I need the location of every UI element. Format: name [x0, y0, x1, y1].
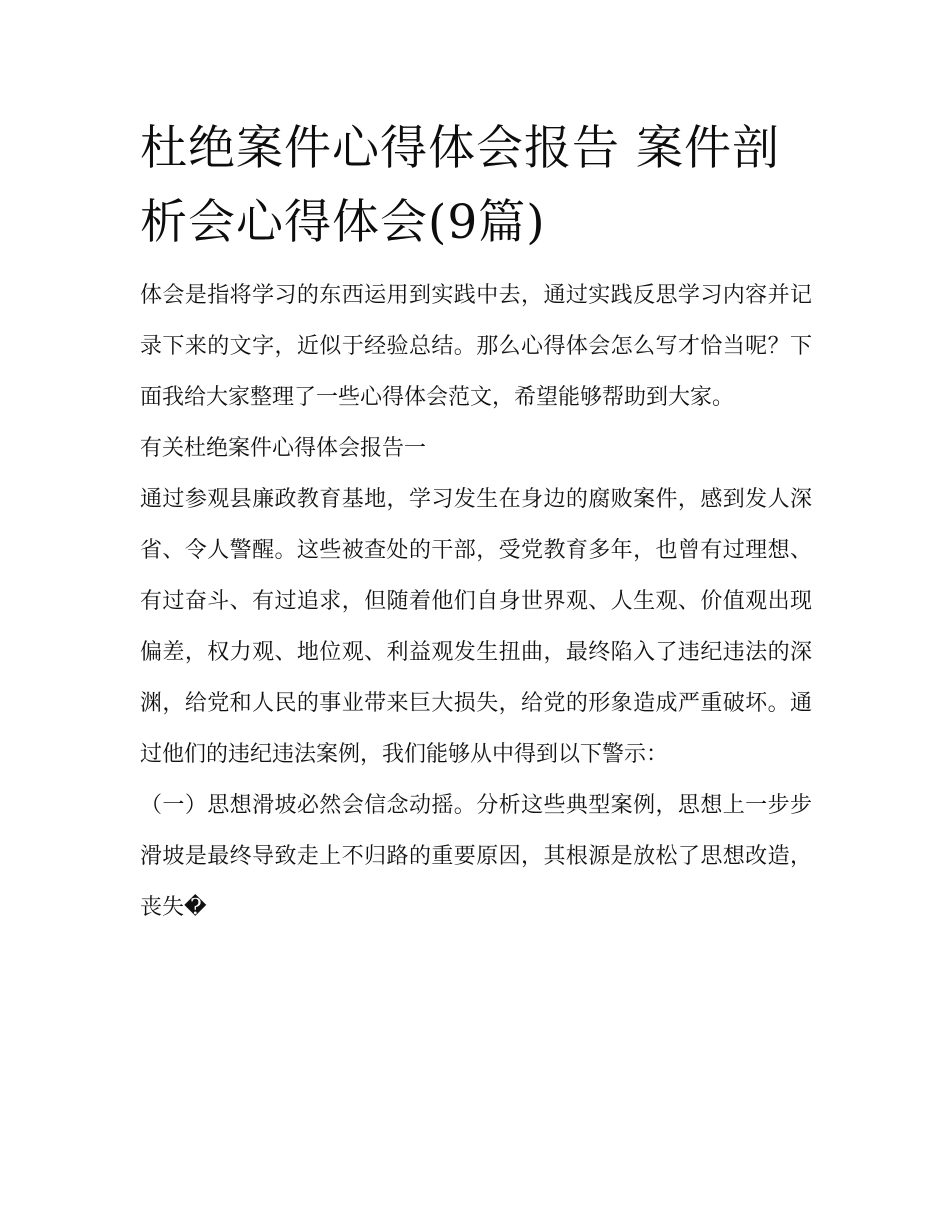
- intro-paragraph: 体会是指将学习的东西运用到实践中去，通过实践反思学习内容并记录下来的文字，近似于经验总结。那么心得体会怎么写才恰当呢？下面我给大家整理了一些心得体会范文，希望能够帮助到大家。: [140, 283, 812, 410]
- document-body: [140, 270, 812, 933]
- document-content: [140, 112, 812, 933]
- section-heading: 有关杜绝案件心得体会报告一: [140, 436, 427, 461]
- body-paragraph-2: （一）思想滑坡必然会信念动摇。分析这些典型案例，思想上一步步滑坡是最终导致走上不归路的重要原因，其根源是放松了思想改造，丧失�: [140, 793, 812, 920]
- body-paragraph-1: 通过参观县廉政教育基地，学习发生在身边的腐败案件，感到发人深省、令人警醒。这些被查处的干部，受党教育多年，也曾有过理想、有过奋斗、有过追求，但随着他们自身世界观、人生观、价值观出现偏差，权力观、地位观、利益观发生扭曲，最终陷入了违纪违法的深渊，给党和人民的事业带来巨大损失，给党的形象造成严重破坏。通过他们的违纪违法案例，我们能够从中得到以下警示：: [140, 487, 812, 767]
- document-title: 杜绝案件心得体会报告 案件剖析会心得体会(9篇): [140, 121, 780, 250]
